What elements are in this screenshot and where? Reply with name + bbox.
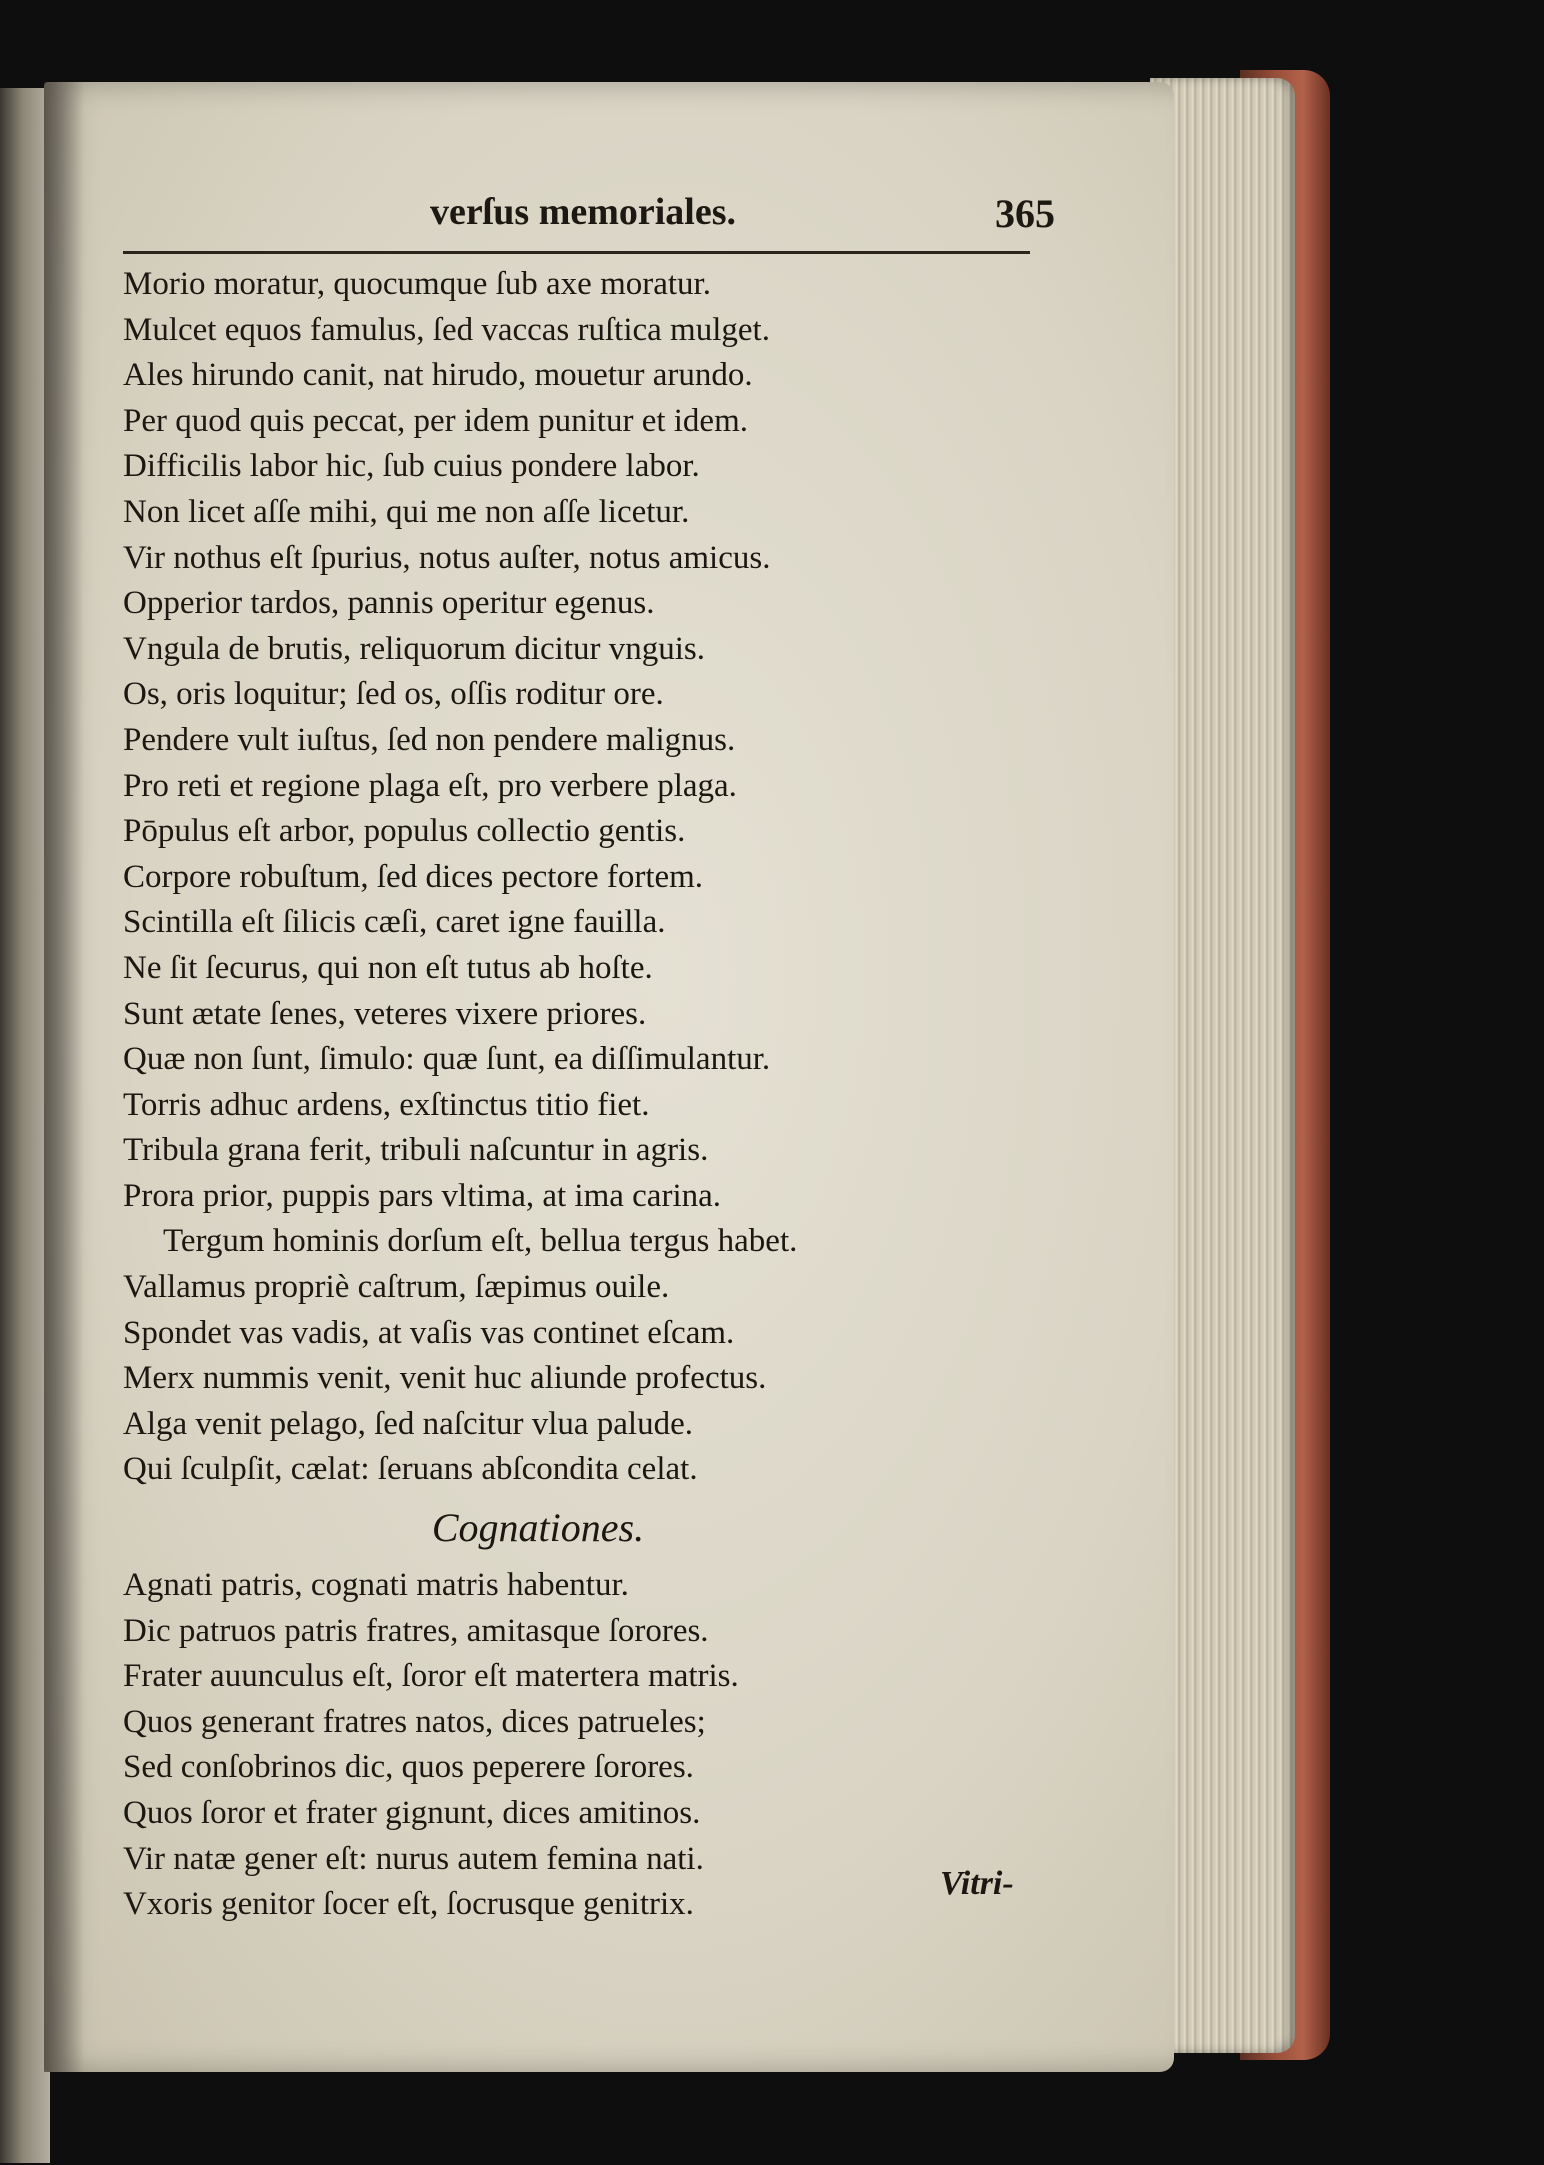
verse-line: Pōpulus eſt arbor, populus collectio gentis.: [123, 813, 686, 850]
catchword: Vitri-: [940, 1865, 1014, 1902]
binding-gutter: [44, 82, 84, 2072]
verse-line: Corpore robuſtum, ſed dices pectore fortem.: [123, 858, 704, 895]
verse-line: Ales hirundo canit, nat hirudo, mouetur arundo.: [123, 357, 753, 394]
verse-line: Ne ſit ſecurus, qui non eſt tutus ab hoſte.: [123, 949, 653, 986]
running-title: verſus memoriales.: [430, 191, 737, 233]
verse-line: Vngula de brutis, reliquorum dicitur vnguis.: [123, 630, 705, 667]
cognationes-line: Vxoris genitor ſocer eſt, ſocrusque genitrix.: [123, 1886, 694, 1923]
header-rule: [123, 251, 1030, 254]
verse-line: Scintilla eſt ſilicis cæſi, caret igne fauilla.: [123, 904, 666, 941]
verse-line: Torris adhuc ardens, exſtinctus titio fiet.: [123, 1086, 650, 1123]
verse-line: Prora prior, puppis pars vltima, at ima carina.: [123, 1177, 722, 1214]
verse-line: Vir nothus eſt ſpurius, notus auſter, notus amicus.: [123, 539, 771, 576]
verse-line: Per quod quis peccat, per idem punitur et idem.: [123, 402, 749, 439]
verse-line: Morio moratur, quocumque ſub axe moratur.: [123, 266, 711, 302]
cognationes-line: Vir natæ gener eſt: nurus autem femina nati.: [123, 1840, 704, 1877]
verse-line: Os, oris loquitur; ſed os, oſſis roditur ore.: [123, 676, 664, 713]
verse-line: Sunt ætate ſenes, veteres vixere priores.: [123, 995, 647, 1032]
cognationes-line: Agnati patris, cognati matris habentur.: [123, 1567, 629, 1604]
verse-line: Quæ non ſunt, ſimulo: quæ ſunt, ea diſſimulantur.: [123, 1041, 771, 1078]
verse-line: Alga venit pelago, ſed naſcitur vlua palude.: [123, 1405, 693, 1442]
page-number: 365: [995, 191, 1055, 236]
verse-text: [123, 262, 1073, 1928]
verse-line: Pro reti et regione plaga eſt, pro verbere plaga.: [123, 767, 737, 804]
verse-line: Non licet aſſe mihi, qui me non aſſe licetur.: [123, 493, 690, 530]
page-header: [430, 190, 1090, 240]
verse-line: Spondet vas vadis, at vaſis vas continet eſcam.: [123, 1314, 735, 1351]
verse-line: Opperior tardos, pannis operitur egenus.: [123, 585, 655, 622]
cognationes-line: Quos ſoror et frater gignunt, dices amitinos.: [123, 1795, 701, 1831]
cognationes-line: Sed conſobrinos dic, quos peperere ſorores.: [123, 1749, 694, 1786]
verse-line: Tribula grana ferit, tribuli naſcuntur in agris.: [123, 1132, 709, 1169]
verse-line: Merx nummis venit, venit huc aliunde profectus.: [123, 1360, 767, 1397]
cognationes-line: Frater auunculus eſt, ſoror eſt matertera matris.: [123, 1658, 739, 1695]
verse-line: Pendere vult iuſtus, ſed non pendere malignus.: [123, 721, 736, 758]
verse-line: Difficilis labor hic, ſub cuius pondere labor.: [123, 448, 700, 485]
verse-line: Mulcet equos famulus, ſed vaccas ruſtica mulget.: [123, 311, 770, 348]
verse-line: Qui ſculpſit, cælat: ſeruans abſcondita celat.: [123, 1451, 698, 1488]
section-heading: Cognationes.: [431, 1505, 645, 1551]
verse-line: Vallamus propriè caſtrum, ſæpimus ouile.: [123, 1269, 670, 1306]
cognationes-line: Quos generant fratres natos, dices patrueles;: [123, 1703, 706, 1740]
facing-page-edge: [0, 88, 50, 2163]
cognationes-line: Dic patruos patris fratres, amitasque ſorores.: [123, 1612, 709, 1649]
verse-line: Tergum hominis dorſum eſt, bellua tergus habet.: [163, 1223, 798, 1260]
